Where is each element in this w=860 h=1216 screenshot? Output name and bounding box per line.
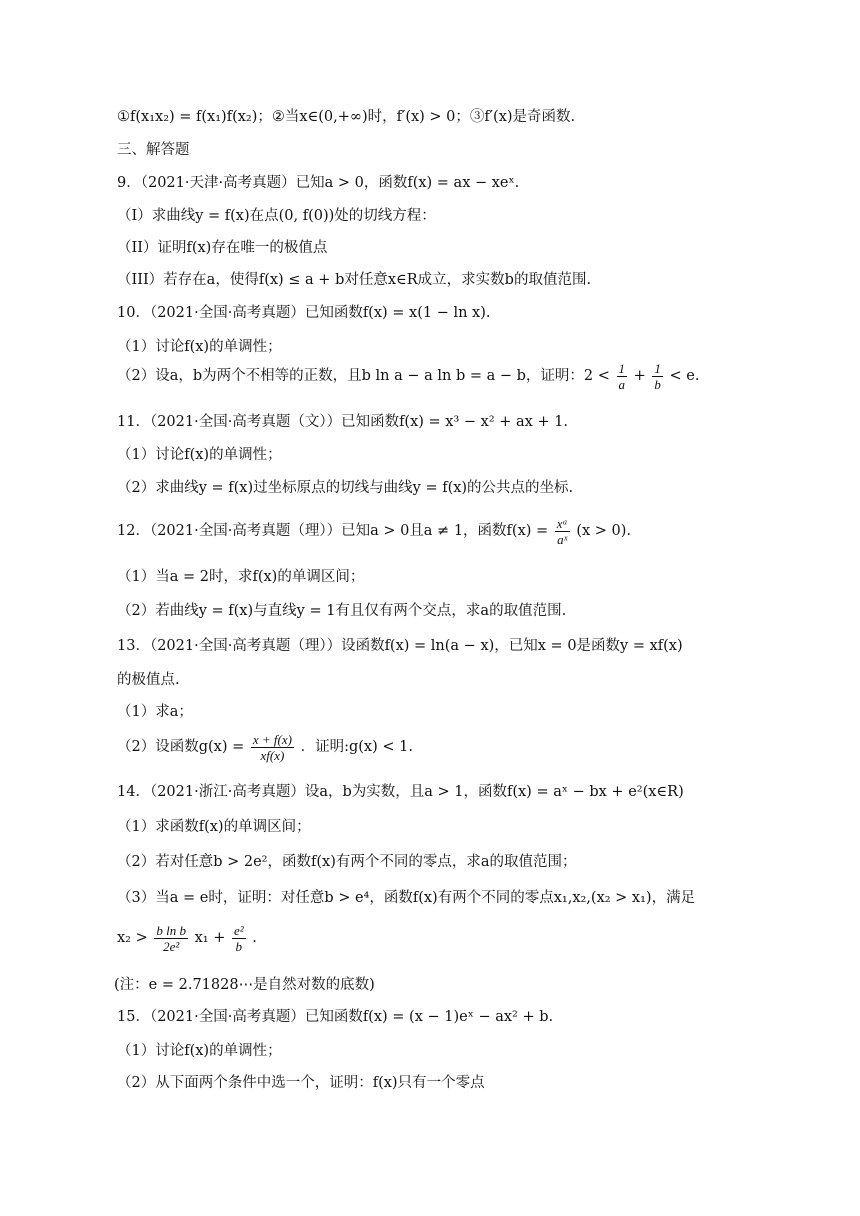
problem-9-title: 9．（2021·天津·高考真题）已知a > 0，函数f(x) = ax − xeˣ. xyxy=(117,175,520,191)
problem-14-part-1: （1）求函数f(x)的单调区间； xyxy=(117,819,311,835)
problem-13-part-2: （2）设函数g(x) = $\frac{x + f(x)}{xf(x)}$ ．证明:g(x) < 1. xyxy=(117,731,413,763)
note-line: (注：e = 2.71828⋯是自然对数的底数) xyxy=(114,977,375,993)
problem-13-title-cont: 的极值点. xyxy=(117,672,180,688)
fraction-1-over-a: $\frac{1}{a}$ xyxy=(618,360,626,392)
problem-15-part-1: （1）讨论f(x)的单调性； xyxy=(117,1043,282,1059)
problem-11-part-1: （1）讨论f(x)的单调性； xyxy=(117,447,282,463)
fraction-b-ln-b-over-2e2: $\frac{\text{b ln b}}{\text{2e²}}$ xyxy=(156,922,186,954)
problem-10-part-1: （1）讨论f(x)的单调性； xyxy=(117,339,282,355)
section-heading: 三、解答题 xyxy=(117,142,190,158)
problem-14-part-2: （2）若对任意b > 2e²，函数f(x)有两个不同的零点，求a的取值范围； xyxy=(117,854,577,870)
problem-14-part-3: （3）当a = e时，证明：对任意b > e⁴，函数f(x)有两个不同的零点x₁,x₂,(x₂ > x₁)，满足 xyxy=(117,890,696,906)
problem-15-part-2: （2）从下面两个条件中选一个，证明：f(x)只有一个零点 xyxy=(117,1075,485,1091)
condition-line: ①f(x₁x₂) = f(x₁)f(x₂)；②当x∈(0,+∞)时，f′(x) > 0；③f′(x)是奇函数. xyxy=(117,109,576,125)
problem-15-title: 15．（2021·全国·高考真题）已知函数f(x) = (x − 1)eˣ − ax² + b. xyxy=(117,1009,554,1025)
problem-10-title: 10．（2021·全国·高考真题）已知函数f(x) = x(1 − ln x). xyxy=(117,305,491,321)
fraction-e2-over-b: $\frac{\text{e²}}{b}$ xyxy=(233,922,244,954)
problem-13-title: 13．（2021·全国·高考真题（理））设函数f(x) = ln(a − x)，已知x = 0是函数y = xf(x) xyxy=(117,638,683,654)
problem-10-part-2: （2）设a，b为两个不相等的正数，且b ln a − a ln b = a − b，证明：2 < $\frac{1}{a}$ + $\frac{1}{b}$ < e. xyxy=(117,360,700,392)
fraction-g-definition: $\frac{x + f(x)}{xf(x)}$ xyxy=(252,731,292,763)
problem-11-title: 11．（2021·全国·高考真题（文））已知函数f(x) = x³ − x² + ax + 1. xyxy=(117,414,569,430)
problem-9-part-1: （I）求曲线y = f(x)在点(0, f(0))处的切线方程： xyxy=(117,208,436,224)
problem-14-part-3-cont: x₂ > $\frac{\text{b ln b}}{\text{2e²}}$ x₁ + $\frac{\text{e²}}{b}$ . xyxy=(117,922,257,954)
problem-12-title: 12．（2021·全国·高考真题（理））已知a > 0且a ≠ 1，函数f(x) = $\frac{\text{xᵃ}}{\text{aˣ}}$ (x > 0). xyxy=(117,515,632,547)
problem-14-title: 14．（2021·浙江·高考真题）设a，b为实数，且a > 1，函数f(x) = aˣ − bx + e²(x∈R) xyxy=(117,784,684,800)
problem-12-part-1: （1）当a = 2时，求f(x)的单调区间； xyxy=(117,569,365,585)
fraction-x-a-over-a-x: $\frac{\text{xᵃ}}{\text{aˣ}}$ xyxy=(556,515,568,547)
problem-13-part-1: （1）求a； xyxy=(117,704,193,720)
problem-9-part-2: （II）证明f(x)存在唯一的极值点 xyxy=(117,240,328,256)
problem-11-part-2: （2）求曲线y = f(x)过坐标原点的切线与曲线y = f(x)的公共点的坐标. xyxy=(117,480,574,496)
problem-12-part-2: （2）若曲线y = f(x)与直线y = 1有且仅有两个交点，求a的取值范围. xyxy=(117,603,567,619)
fraction-1-over-b: $\frac{1}{b}$ xyxy=(654,360,661,392)
problem-9-part-3: （III）若存在a，使得f(x) ≤ a + b对任意x∈R成立，求实数b的取值范围. xyxy=(117,272,592,288)
